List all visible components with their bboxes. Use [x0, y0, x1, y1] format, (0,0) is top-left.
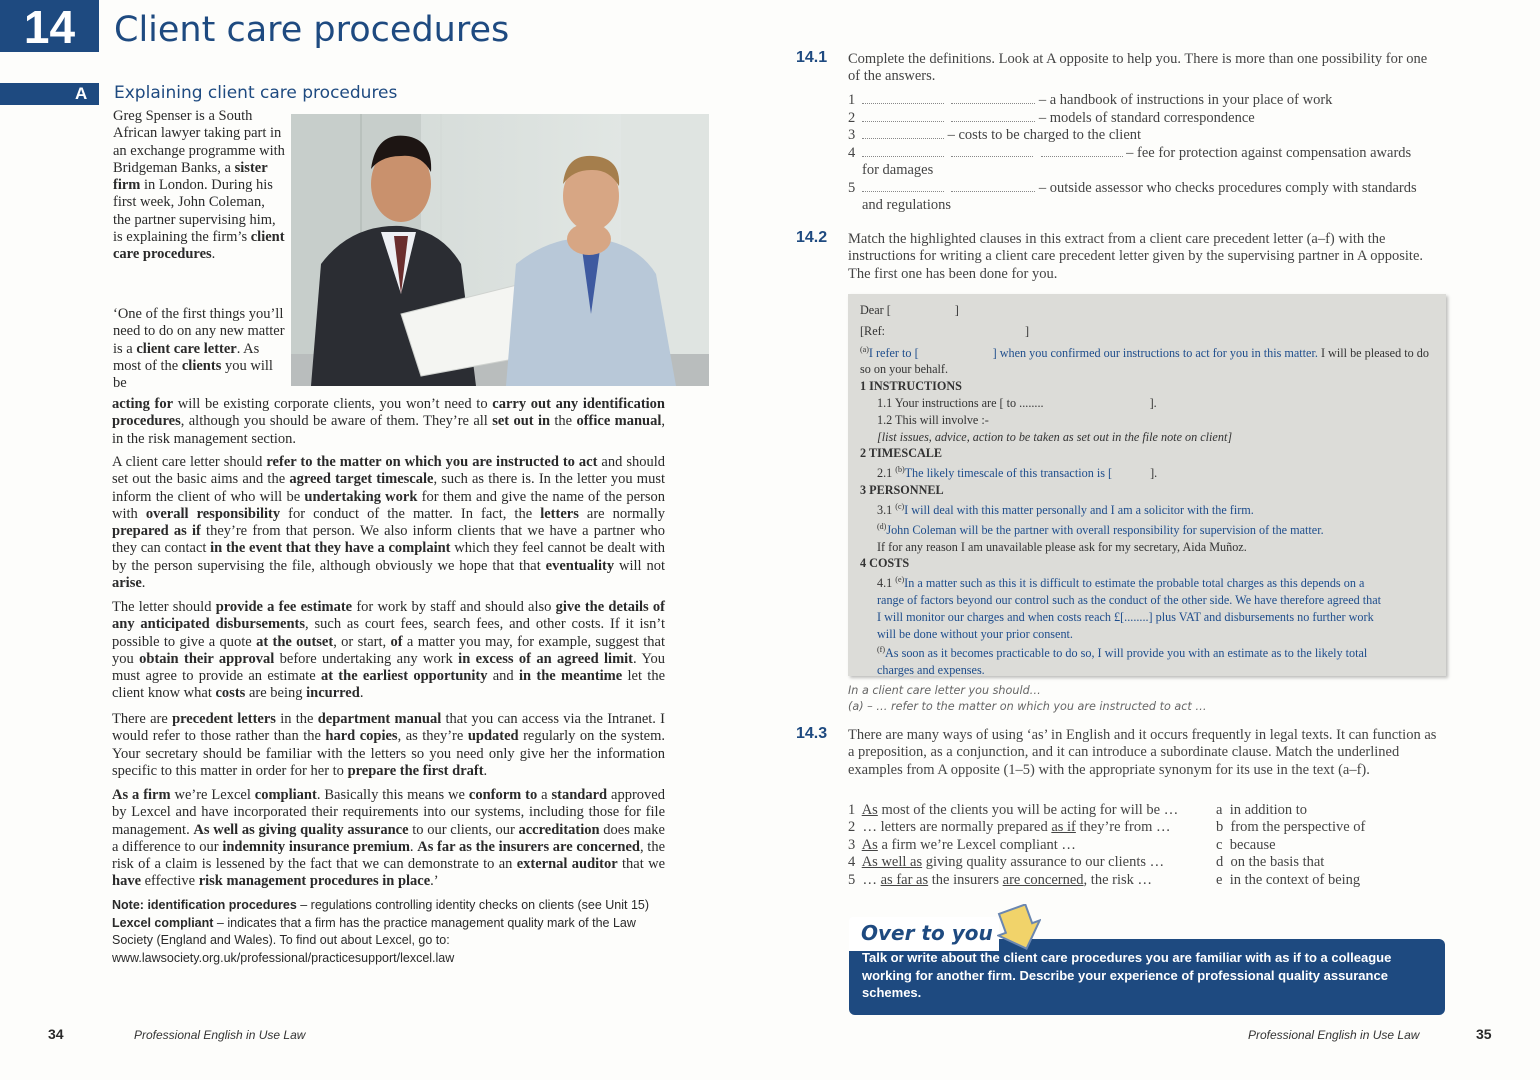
note-term-1: identification procedures: [147, 898, 297, 912]
body-paragraph-4: There are precedent letters in the department manual that you can access via the Intranet. I would refer to those rather than the hard copies, as they’re updated regularly on the system. Your secretary should be familiar with the letters so you need only give her the information specific to this matter in order for her to prepare the first draft.: [112, 711, 666, 779]
unit-title: Client care procedures: [114, 10, 510, 50]
definition-item: 1 – a handbook of instructions in your place of work: [848, 92, 1333, 108]
exercise-14-3-instruction: There are many ways of using ‘as’ in English and it occurs frequently in legal texts. It can function as a preposition, as a conjunction, and it can introduce a subordinate clause. Match the underlined examples from A opposite (1–5) with the appropriate synonym for its use in the text (a–f).: [848, 727, 1437, 778]
body-paragraph-2: A client care letter should refer to the matter on which you are instructed to act and should set out the basic aims and the agreed target timescale, such as there is. In the letter you must inform the client of who will be undertaking work for them and give the name of the person with overall responsibility for conduct of the matter. In fact, the letters are normally prepared as if they’re from that person. We also inform clients that we have a partner who they can contact in the event that they have a complaint which they feel cannot be dealt with by the person supervising the file, although obviously we hope that that eventuality will not arise.: [112, 454, 666, 592]
exercise-number-14-3: 14.3: [796, 725, 828, 742]
list-item: 3 As a firm we’re Lexcel compliant …: [848, 836, 1076, 853]
synonyms-list: [1216, 802, 1365, 889]
body-paragraph-3: The letter should provide a fee estimate for work by staff and should also give the details of any anticipated disbursements, such as court fees, search fees, and other costs. If it isn’t possible to give a quote at the outset, or start, of a matter you may, for example, suggest that you obtain their approval before undertaking any work in excess of an agreed limit. You must agree to provide an estimate at the earliest opportunity and in the meantime let the client know what costs are being incurred.: [112, 599, 666, 702]
quote-start: ‘One of the first things you’ll need to do on any new matter is a client care letter. As most of the clients you will be: [113, 306, 285, 392]
note-definition-1: – regulations controlling identity checks on clients (see Unit 15): [296, 898, 650, 912]
list-item: e in the context of being: [1216, 871, 1361, 888]
note-definition-2: – indicates that a firm has the practice management quality mark of the Law Society (England and Wales). To find out about Lexcel, go to:: [112, 915, 636, 947]
note-box: [112, 897, 672, 967]
exercise-number-14-2: 14.2: [796, 229, 828, 246]
exercise-14-1-instruction: Complete the definitions. Look at A opposite to help you. There is more than one possibility for one of the answers.: [848, 51, 1428, 85]
section-title: Explaining client care procedures: [114, 83, 398, 103]
right-page-number: 35: [1476, 1026, 1492, 1042]
list-item: d on the basis that: [1216, 854, 1325, 871]
body-paragraph-1: acting for will be existing corporate clients, you won’t need to carry out any identification procedures, although you should be aware of them. They’re all set out in the office manual, in the risk management section.: [112, 396, 666, 447]
note-url[interactable]: www.lawsociety.org.uk/professional/practicesupport/lexcel.law: [112, 950, 455, 965]
definition-item: 3 – costs to be charged to the client: [848, 127, 1142, 143]
definition-item: 5 – outside assessor who checks procedures comply with standards and regulations: [848, 179, 1417, 213]
unit-number-badge: [0, 0, 99, 52]
over-to-you-text: Talk or write about the client care procedures you are familiar with as if to a colleague working for another firm. Describe your experience of professional quality assurance schemes.: [862, 950, 1392, 1000]
precedent-letter-extract: Dear [ ] [Ref: ] $^{(a)}$I refer to [ ] when you confirmed our instructions to act for you in this matter. I will be pleased to do so on your behalf. 1 INSTRUCTIONS 1.1 Your instructions are [ to ........ ]. 1.2 This will involve :- [list issues, advice, action to be taken as set out in the file note on client] 2 TIMESCALE 2.1 $^{(b)}$The likely timescale of this transaction is [ ]. 3 PERSONNEL 3.1 $^{(c)}$I will deal with this matter personally and I am a solicitor with the firm. $^{(d)}$John Coleman will be the partner with overall responsibility for supervision of the matter. If for any reason I am unavailable please ask for my secretary, Aida Muñoz. 4 COSTS 4.1 $^{(e)}$In a matter such as this it is difficult to estimate the probable total charges as this depends on a range of factors beyond our control such as the conduct of the other side. We have therefore agreed that I will monitor our charges and when costs reach £[........] plus VAT and disbursements no further work will be done without your prior consent. $^{(f)}$As soon as it becomes practicable to do so, I will provide you with an estimate as to the likely total charges and expenses.: [848, 294, 1446, 676]
letter-caption: In a client care letter you should… (a) – … refer to the matter on which you are instructed to act …: [848, 684, 1207, 713]
list-item: b from the perspective of: [1216, 819, 1366, 836]
left-book-title: Professional English in Use Law: [134, 1028, 306, 1042]
note-label: Note:: [112, 898, 144, 912]
list-item: c because: [1216, 836, 1276, 853]
right-book-title: Professional English in Use Law: [1248, 1028, 1420, 1042]
body-paragraph-5: As a firm we’re Lexcel compliant. Basically this means we conform to a standard approved by Lexcel and have incorporated their requirements into our systems, including those for file management. As well as giving quality assurance to our clients, our accreditation does make a difference to our indemnity insurance premium. As far as the insurers are concerned, the risk of a claim is lessened by the fact that we can demonstrate to an external auditor that we have effective risk management procedures in place.’: [112, 787, 666, 890]
list-item: a in addition to: [1216, 802, 1308, 818]
over-to-you-title: Over to you: [849, 917, 999, 951]
list-item: 1 As most of the clients you will be acting for will be …: [848, 802, 1179, 818]
note-term-2: Lexcel compliant: [112, 915, 214, 930]
unit-number: 14: [23, 1, 76, 53]
office-photo: [291, 114, 709, 386]
exercise-number-14-1: 14.1: [796, 49, 828, 66]
definitions-list: [848, 92, 1441, 215]
as-examples-list: [848, 802, 1178, 889]
definition-item: 4 – fee for protection against compensation awards for damages: [848, 144, 1412, 178]
list-item: 2 … letters are normally prepared as if they’re from …: [848, 819, 1171, 836]
definition-item: 2 – models of standard correspondence: [848, 109, 1255, 126]
section-letter: A: [75, 84, 88, 103]
intro-paragraph: Greg Spenser is a South African lawyer taking part in an exchange programme with Bridgeman Banks, a sister firm in London. During his first week, John Coleman, the partner supervising him, is explaining the firm’s client care procedures.: [113, 108, 285, 263]
left-page-number: 34: [48, 1026, 64, 1042]
list-item: 4 As well as giving quality assurance to our clients …: [848, 854, 1165, 871]
exercise-14-2-instruction: Match the highlighted clauses in this extract from a client care precedent letter (a–f) with the instructions for writing a client care precedent letter given by the supervising partner in A opposite. The first one has been done for you.: [848, 231, 1424, 282]
list-item: 5 … as far as the insurers are concerned, the risk …: [848, 871, 1153, 888]
